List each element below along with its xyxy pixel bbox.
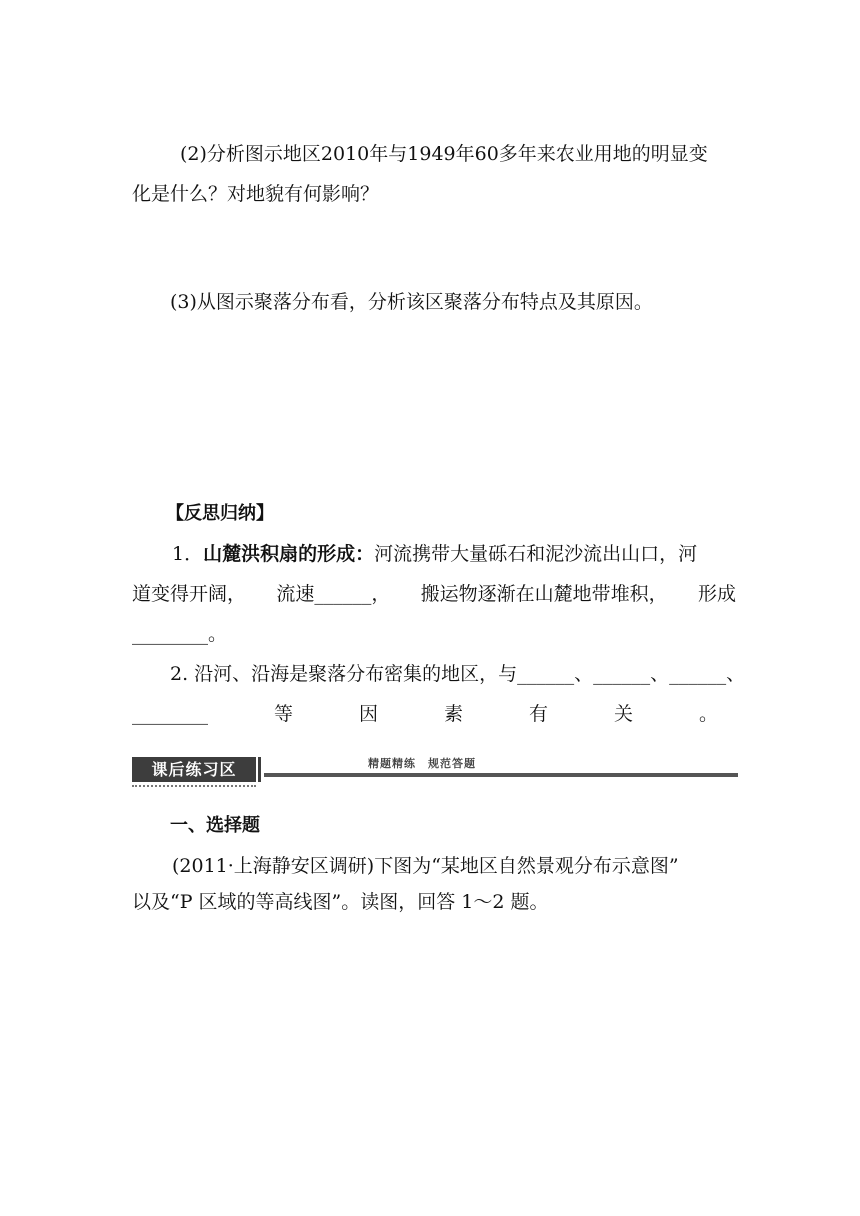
section-banner bbox=[132, 754, 738, 784]
item-2-seg: 因 bbox=[358, 703, 378, 725]
exercise-heading: 一、选择题 bbox=[170, 815, 260, 836]
banner-marker bbox=[258, 757, 261, 782]
item-2-seg: 有 bbox=[528, 703, 548, 725]
exercise-intro-line-2: 以及“P 区域的等高线图”。读图，回答 1～2 题。 bbox=[132, 891, 549, 913]
reflection-item-2-line-1: 2. 沿河、沿海是聚落分布密集的地区，与______、______、______、 bbox=[170, 663, 746, 685]
reflection-heading: 【反思归纳】 bbox=[166, 503, 274, 524]
reflection-item-1-line-1 bbox=[172, 540, 738, 568]
item-1-number: 1． bbox=[172, 543, 204, 565]
question-2-line-1: (2)分析图示地区2010年与1949年60多年来农业用地的明显变 bbox=[180, 143, 708, 165]
reflection-item-2-line-2 bbox=[132, 700, 718, 728]
item-2-seg: 关 bbox=[613, 703, 633, 725]
banner-label: 课后练习区 bbox=[132, 757, 256, 782]
item-1-title: 山麓洪积扇的形成： bbox=[203, 543, 375, 565]
exercise-intro-line-1 bbox=[172, 852, 738, 880]
item-1-seg: 搬运物逐渐在山麓地带堆积， bbox=[420, 583, 668, 605]
reflection-item-1-line-2 bbox=[132, 580, 736, 608]
banner-bar bbox=[264, 773, 738, 777]
item-1-seg: 流速______， bbox=[276, 583, 391, 605]
question-3: (3)从图示聚落分布看，分析该区聚落分布特点及其原因。 bbox=[170, 291, 653, 313]
banner-subtitle: 精题精练 规范答题 bbox=[368, 757, 476, 770]
item-1-seg: 形成 bbox=[697, 583, 736, 605]
exercise-source: (2011·上海静安区调研) bbox=[172, 855, 375, 877]
item-1-seg: 道变得开阔， bbox=[132, 583, 247, 605]
item-1-text: 河流携带大量砾石和泥沙流出山口，河 bbox=[374, 543, 698, 565]
item-2-seg: 。 bbox=[698, 703, 718, 725]
question-2-line-2: 化是什么？对地貌有何影响？ bbox=[132, 183, 380, 205]
exercise-text-1: 下图为“某地区自然景观分布示意图” bbox=[374, 855, 679, 877]
item-2-seg: ________ bbox=[132, 703, 208, 725]
reflection-item-1-line-3: ________。 bbox=[132, 623, 228, 645]
item-2-seg: 素 bbox=[443, 703, 463, 725]
item-2-seg: 等 bbox=[273, 703, 293, 725]
banner-dotted-underline bbox=[132, 785, 256, 787]
